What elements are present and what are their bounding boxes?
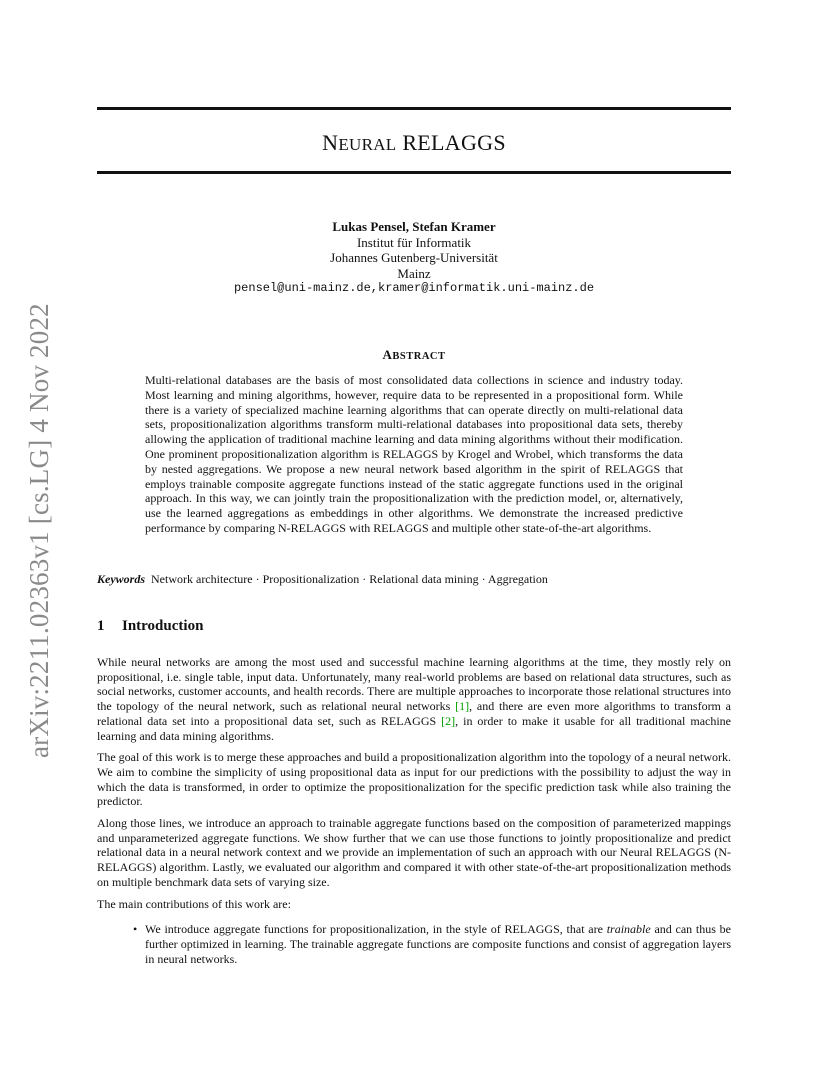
bullet-emphasis: trainable — [606, 922, 651, 937]
title-rule-bottom — [97, 171, 731, 174]
author-university: Johannes Gutenberg-Universität — [330, 250, 498, 265]
title-first-letter: N — [322, 130, 339, 155]
author-names: Lukas Pensel, Stefan Kramer — [332, 219, 496, 234]
title-second-word: RELAGGS — [402, 130, 506, 155]
author-block — [97, 219, 731, 297]
title-rule-top — [97, 107, 731, 110]
bullet-icon: • — [133, 922, 138, 937]
keywords-line — [97, 572, 731, 587]
introduction-body — [97, 655, 731, 966]
citation-link-1[interactable]: [1] — [455, 699, 470, 714]
arxiv-identifier: arXiv:2211.02363v1 [cs.LG] 4 Nov 2022 — [24, 303, 54, 758]
paragraph-2: The goal of this work is to merge these approaches and build a propositionalization algorithm into the topology of a neural network. We aim to combine the simplicity of using propositional data as input for our predictions with the possibility to adjust the way in which the data is transformed, in order to optimize the propositionalization for the specific prediction task while also training the predictor. — [97, 750, 731, 809]
paragraph-1-part-a: While neural networks are among the most used and successful machine learning algorithms at the time, they mostly rely on propositional, i.e. single table, input data. Unfortunately, many real-world problems are based on relational data structures, such as social networks, customer accounts, and health records. There are multiple approaches to incorporate those relational structures into the topology of the neural network, such as relational neural networks — [97, 655, 731, 714]
title-first-rest: EURAL — [338, 135, 397, 154]
citation-link-2[interactable]: [2] — [441, 713, 456, 728]
paper-title — [97, 130, 731, 156]
author-city: Mainz — [397, 265, 431, 281]
paragraph-1-part-c: , in order to make it usable for all traditional machine learning and data mining algorithms. — [97, 713, 732, 743]
abstract-text: Multi-relational databases are the basis of most consolidated data collections in science and industry today. Most learning and mining algorithms, however, require data to be represented in a propositional form. While there is a variety of specialized machine learning algorithms that can operate directly on multi-relational data sets, propositionalization algorithms transform multi-relational databases into propositional data sets, thereby allowing the application of traditional machine learning and data mining algorithms without their modification. One prominent propositionalization algorithm is RELAGGS by Krogel and Wrobel, which transforms the data by nested aggregations. We propose a new neural network based algorithm in the spirit of RELAGGS that employs trainable composite aggregate functions instead of the static aggregate functions used in the original approach. In this way, we can jointly train the propositionalization with the prediction model, or, alternatively, use the learned aggregations as embeddings in other algorithms. We demonstrate the increased predictive performance by comparing N-RELAGGS with RELAGGS and multiple other state-of-the-art algorithms. — [145, 373, 683, 535]
section-title: Introduction — [122, 618, 204, 634]
keywords-label: Keywords — [97, 572, 145, 586]
list-item — [97, 922, 731, 966]
section-number: 1 — [97, 618, 105, 634]
paragraph-1-part-b: , and there are even more algorithms to transform a relational data set into a propositional data set, such as RELAGGS — [97, 699, 731, 728]
arxiv-side-stamp — [20, 288, 60, 758]
paragraph-3: Along those lines, we introduce an approach to trainable aggregate functions based on the composition of parameterized mappings and unparameterized aggregate functions. We show further that we can use those functions to jointly propositionalize and predict relational data in a neural network context and we provide an implementation of such an approach with our Neural RELAGGS (N-RELAGGS) algorithm. Lastly, we evaluated our algorithm and compared it with other state-of-the-art propositionalization methods on multiple benchmark data sets of varying size. — [97, 816, 731, 889]
abstract-heading-rest: BSTRACT — [392, 351, 446, 362]
paragraph-1 — [97, 655, 731, 743]
section-heading-introduction — [97, 618, 731, 635]
paragraph-4: The main contributions of this work are: — [97, 896, 291, 911]
contributions-list — [97, 922, 731, 966]
bullet-text-b: and can thus be further optimized in learning. The trainable aggregate functions are composite functions and consist of aggregation layers in neural networks. — [145, 922, 731, 966]
bullet-text-a: We introduce aggregate functions for propositionalization, in the style of RELAGGS, that are — [145, 922, 607, 937]
abstract-heading-first: A — [382, 347, 393, 362]
abstract-heading — [97, 347, 731, 363]
keywords-text: Network architecture · Propositionalization · Relational data mining · Aggregation — [151, 572, 548, 586]
author-institute: Institut für Informatik — [356, 234, 472, 250]
author-emails: pensel@uni-mainz.de,kramer@informatik.uni-mainz.de — [233, 281, 595, 295]
